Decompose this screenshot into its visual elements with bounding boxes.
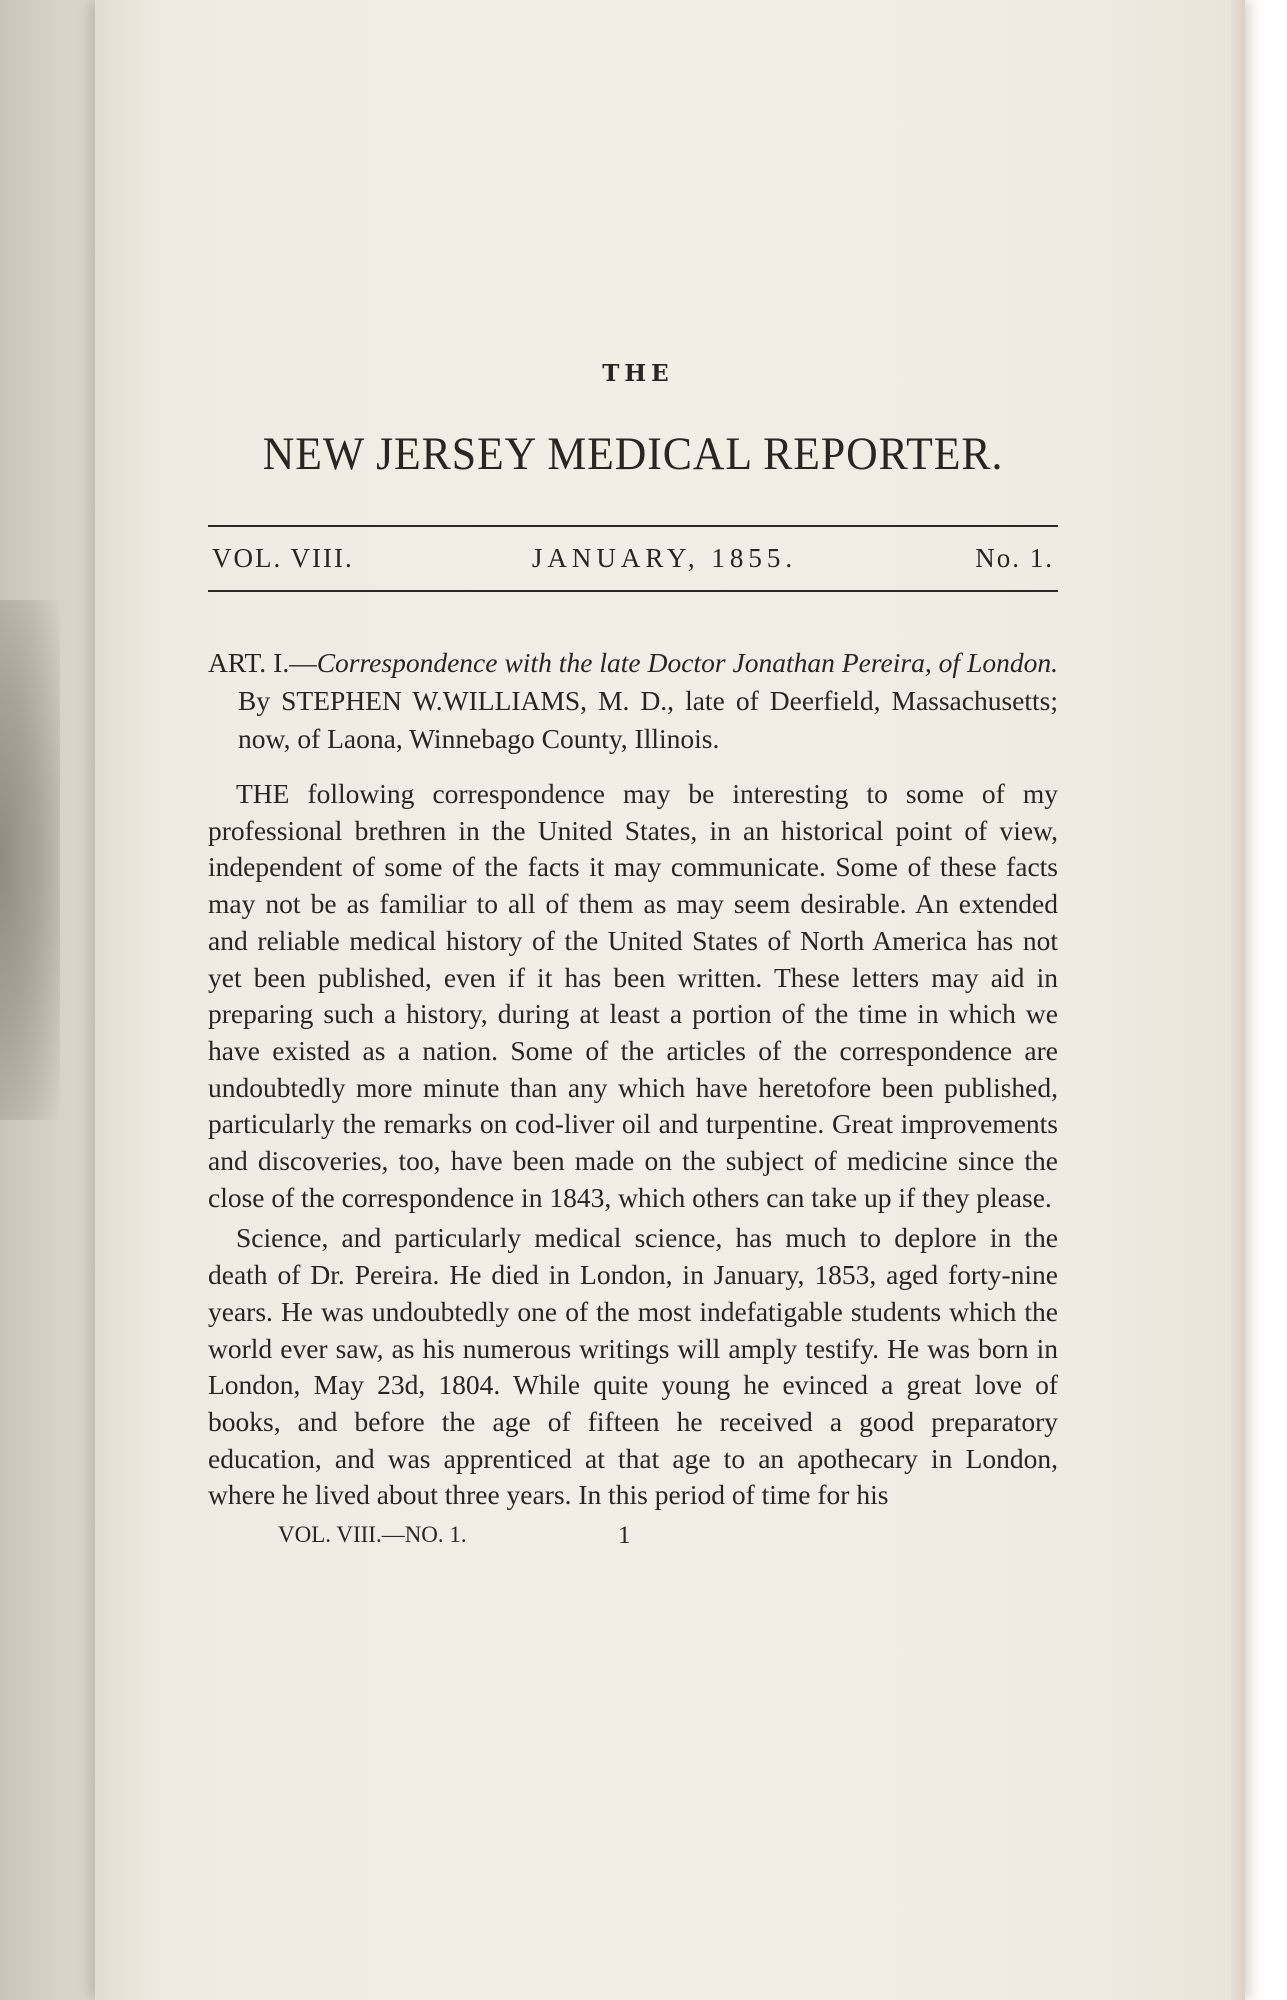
page-content [208, 360, 1058, 1552]
page-footer [208, 1522, 1058, 1552]
signature-mark: VOL. VIII.—NO. 1. [278, 1522, 467, 1548]
journal-title: NEW JERSEY MEDICAL REPORTER. [262, 428, 1004, 480]
article-label: ART. I.— [208, 647, 317, 678]
paragraph-2 [208, 1220, 1058, 1514]
issue-date: JANUARY, 1855. [531, 543, 798, 573]
paragraph-1 [208, 776, 1058, 1216]
article-by: By [238, 685, 282, 716]
paragraph-lead: THE [236, 778, 290, 809]
issue-line [208, 527, 1058, 588]
article-author-last: WILLIAMS [442, 685, 581, 716]
page-number: 1 [618, 1522, 631, 1550]
article-author: STEPHEN W. [281, 685, 443, 716]
article-body [208, 776, 1058, 1514]
page-stain [0, 600, 60, 1120]
article-heading [208, 644, 1058, 758]
volume-label: VOL. VIII. [212, 543, 354, 573]
article-title: Correspondence with the late Doctor Jonathan Pereira, of London. [316, 647, 1058, 678]
paragraph-text: following correspondence may be interesting to some of my professional brethren in the United States, in an historical point of view, independent of some of the facts it may communicate. Some of these facts may not be as familiar to all of them as may seem desirable. An extended and reliable medical history of the United States of North America has not yet been published, even if it has been written. These letters may aid in preparing such a history, during at least a portion of the time in which we have existed as a nation. Some of the articles of the correspondence are undoubtedly more minute than any which have heretofore been published, particularly the remarks on cod-liver oil and turpentine. Great improvements and discoveries, too, have been made on the subject of medicine since the close of the correspondence in 1843, which others can take up if they please. [208, 778, 1058, 1213]
page-right-edge [1231, 0, 1245, 2000]
paragraph-text: Science, and particularly medical science, has much to deplore in the death of Dr. Pereira. He died in London, in January, 1853, aged forty-nine years. He was undoubtedly one of the most indefatigable students which the world ever saw, as his numerous writings will amply testify. He was born in London, May 23d, 1804. While quite young he evinced a great love of books, and before the age of fifteen he received a good preparatory education, and was apprenticed at that age to an apothecary in London, where he lived about three years. In this period of time for his [208, 1222, 1058, 1511]
masthead-the: THE [602, 360, 674, 387]
article-author-rest: , M. D., late of Deerfield, Massachusetts; now, of Laona, Winnebago County, Illinois. [238, 685, 1058, 754]
bottom-rule [208, 590, 1058, 592]
issue-number: No. 1. [975, 543, 1054, 573]
